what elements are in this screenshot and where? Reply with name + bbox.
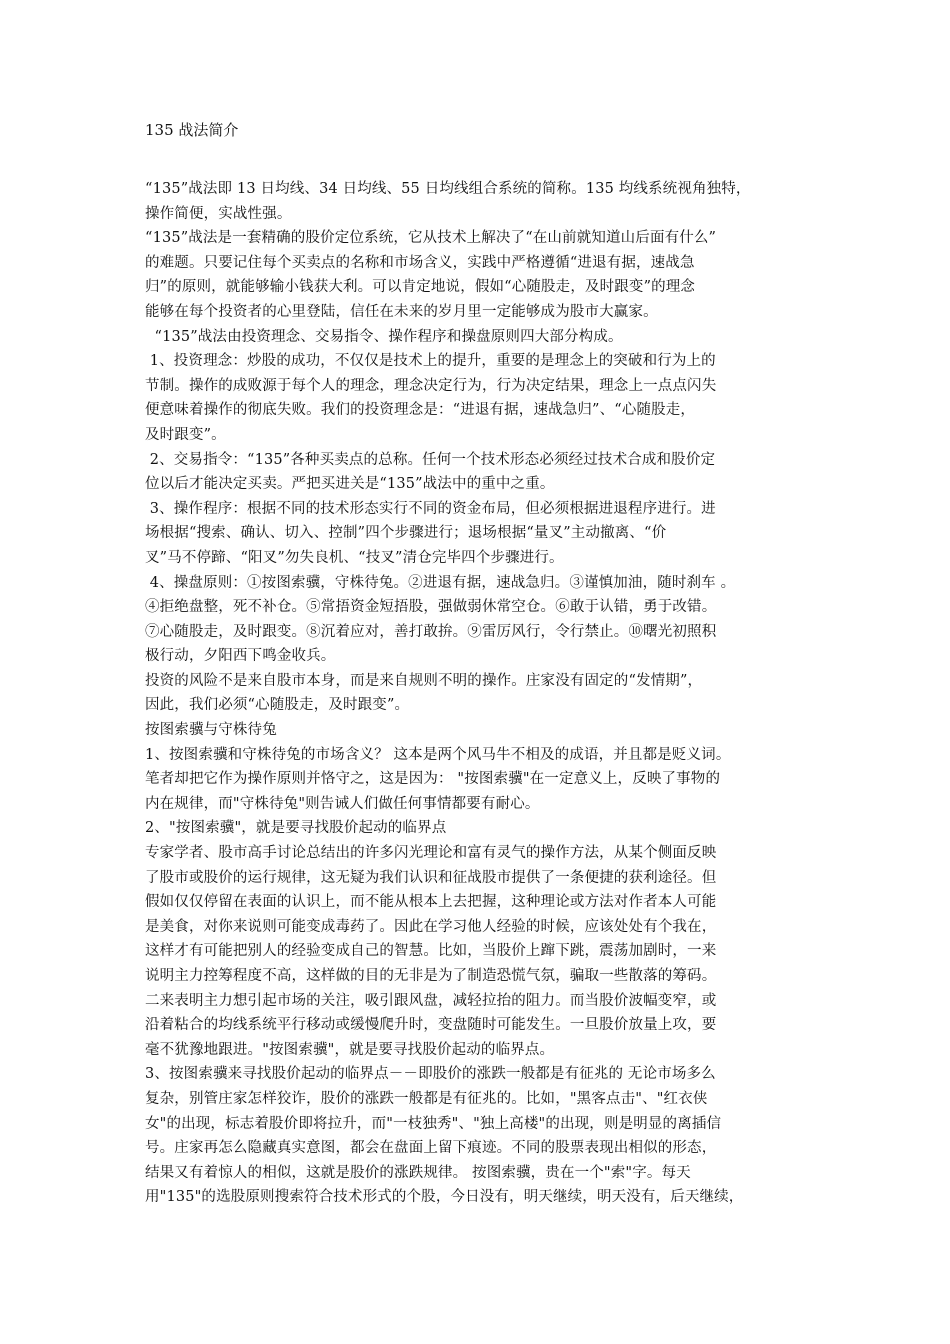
text-line: 假如仅仅停留在表面的认识上，而不能从根本上去把握，这种理论或方法对作者本人可能 <box>145 894 717 911</box>
document-body <box>145 118 815 1210</box>
text-line: 叉”马不停蹄、“阳叉”勿失良机、“技叉”清仓完毕四个步骤进行。 <box>145 549 564 566</box>
text-line: “135”战法由投资理念、交易指令、操作程序和操盘原则四大部分构成。 <box>145 328 623 345</box>
text-line: 说明主力控筹程度不高，这样做的目的无非是为了制造恐慌气氛，骗取一些散落的筹码。 <box>145 968 717 984</box>
text-line: 3、按图索骥来寻找股价起动的临界点－－即股价的涨跌一般都是有征兆的 无论市场多么 <box>145 1066 716 1083</box>
text-line: 能够在每个投资者的心里登陆，信任在未来的岁月里一定能够成为股市大赢家。 <box>145 303 658 320</box>
text-line: 归”的原则，就能够输小钱获大利。可以肯定地说，假如“心随股走，及时跟变”的理念 <box>145 279 696 296</box>
paragraph <box>145 497 815 571</box>
text-line: 极行动，夕阳西下鸣金收兵。 <box>145 648 336 665</box>
document-title: 135 战法简介 <box>145 121 239 139</box>
text-line: ④拒绝盘整，死不补仓。⑤常捂资金短捂股，强做弱休常空仓。⑥敢于认错，勇于改错。 <box>145 599 717 616</box>
text-line: 1、按图索骥和守株待兔的市场含义？ 这本是两个风马牛不相及的成语，并且都是贬义词。 <box>145 746 731 763</box>
text-line: 了股市或股价的运行规律，这无疑为我们认识和征战股市提供了一条便捷的获利途径。但 <box>145 869 717 886</box>
text-line: “135”战法即 13 日均线、34 日均线、55 日均线组合系统的简称。135 均线系统视角独特， <box>145 181 751 197</box>
text-line: 1、投资理念：炒股的成功，不仅仅是技术上的提升，重要的是理念上的突破和行为上的 <box>145 353 716 370</box>
paragraph <box>145 1062 815 1210</box>
text-line: 4、操盘原则：①按图索骥，守株待兔。②进退有据，速战急归。③谨慎加油，随时刹车 。 <box>145 574 736 591</box>
text-line: 场根据“搜索、确认、切入、控制”四个步骤进行；退场根据“量叉”主动撤离、“价 <box>145 525 667 542</box>
text-line: 因此，我们必须“心随股走，及时跟变”。 <box>145 697 410 714</box>
paragraph <box>145 349 815 447</box>
text-line: 内在规律，而"守株待兔"则告诫人们做任何事情都要有耐心。 <box>145 795 540 812</box>
text-line: 号。庄家再怎么隐藏真实意图，都会在盘面上留下痕迹。不同的股票表现出相似的形态， <box>145 1140 717 1157</box>
text-line: 专家学者、股市高手讨论总结出的许多闪光理论和富有灵气的操作方法，从某个侧面反映 <box>145 845 717 862</box>
text-line: 这样才有可能把别人的经验变成自己的智慧。比如，当股价上蹿下跳，震荡加剧时，一来 <box>145 943 717 960</box>
text-line: 节制。操作的成败源于每个人的理念，理念决定行为，行为决定结果，理念上一点点闪失 <box>145 377 717 394</box>
text-line: 结果又有着惊人的相似，这就是股价的涨跌规律。 按图索骥，贵在一个"索"字。每天 <box>145 1164 691 1181</box>
text-line: 便意味着操作的彻底失败。我们的投资理念是：“进退有据，速战急归”、“心随股走， <box>145 402 696 419</box>
text-line: 复杂，别管庄家怎样狡诈，股价的涨跌一般都是有征兆的。比如，"黑客点击"、"红衣侠 <box>145 1090 708 1107</box>
paragraph <box>145 743 815 817</box>
paragraph <box>145 841 815 1062</box>
text-line: 笔者却把它作为操作原则并恪守之，这是因为： "按图索骥"在一定意义上，反映了事物的 <box>145 771 721 788</box>
paragraph <box>145 325 815 350</box>
paragraph <box>145 448 815 497</box>
paragraph <box>145 669 815 718</box>
paragraph <box>145 718 815 743</box>
text-line: 沿着粘合的均线系统平行移动或缓慢爬升时，变盘随时可能发生。一旦股价放量上攻，要 <box>145 1017 717 1034</box>
text-line: 位以后才能决定买卖。严把买进关是“135”战法中的重中之重。 <box>145 476 555 493</box>
text-line: 毫不犹豫地跟进。"按图索骥"，就是要寻找股价起动的临界点。 <box>145 1041 555 1058</box>
text-line: 女"的出现，标志着股价即将拉升，而"一枝独秀"、"独上高楼"的出现，则是明显的离插信 <box>145 1115 722 1132</box>
text-line: 2、交易指令：“135”各种买卖点的总称。任何一个技术形态必须经过技术合成和股价定 <box>145 451 716 468</box>
text-line: 2、"按图索骥"，就是要寻找股价起动的临界点 <box>145 820 447 837</box>
text-line: 3、操作程序：根据不同的技术形态实行不同的资金布局，但必须根据进退程序进行。进 <box>145 500 716 517</box>
text-line: ⑦心随股走，及时跟变。⑧沉着应对，善打敢拚。⑨雷厉风行，令行禁止。⑩曙光初照积 <box>145 623 717 640</box>
paragraph <box>145 571 815 669</box>
paragraph <box>145 226 815 324</box>
paragraph <box>145 816 815 841</box>
text-line: 投资的风险不是来自股市本身，而是来自规则不明的操作。庄家没有固定的“发情期”， <box>145 672 703 689</box>
paragraph-list <box>145 177 815 1210</box>
paragraph <box>145 177 815 226</box>
text-line: 按图索骥与守株待兔 <box>145 722 277 739</box>
text-line: 是美食，对你来说则可能变成毒药了。因此在学习他人经验的时候，应该处处有个我在， <box>145 918 717 935</box>
text-line: “135”战法是一套精确的股价定位系统，它从技术上解决了“在山前就知道山后面有什么” <box>145 230 717 247</box>
text-line: 用"135"的选股原则搜索符合技术形式的个股，今日没有，明天继续，明天没有，后天继续， <box>145 1189 744 1206</box>
text-line: 二来表明主力想引起市场的关注，吸引跟风盘，减轻拉抬的阻力。而当股价波幅变窄，或 <box>145 992 717 1009</box>
text-line: 操作简便，实战性强。 <box>145 205 292 222</box>
text-line: 及时跟变”。 <box>145 426 226 443</box>
text-line: 的难题。只要记住每个买卖点的名称和市场含义，实践中严格遵循“进退有据，速战急 <box>145 254 695 271</box>
